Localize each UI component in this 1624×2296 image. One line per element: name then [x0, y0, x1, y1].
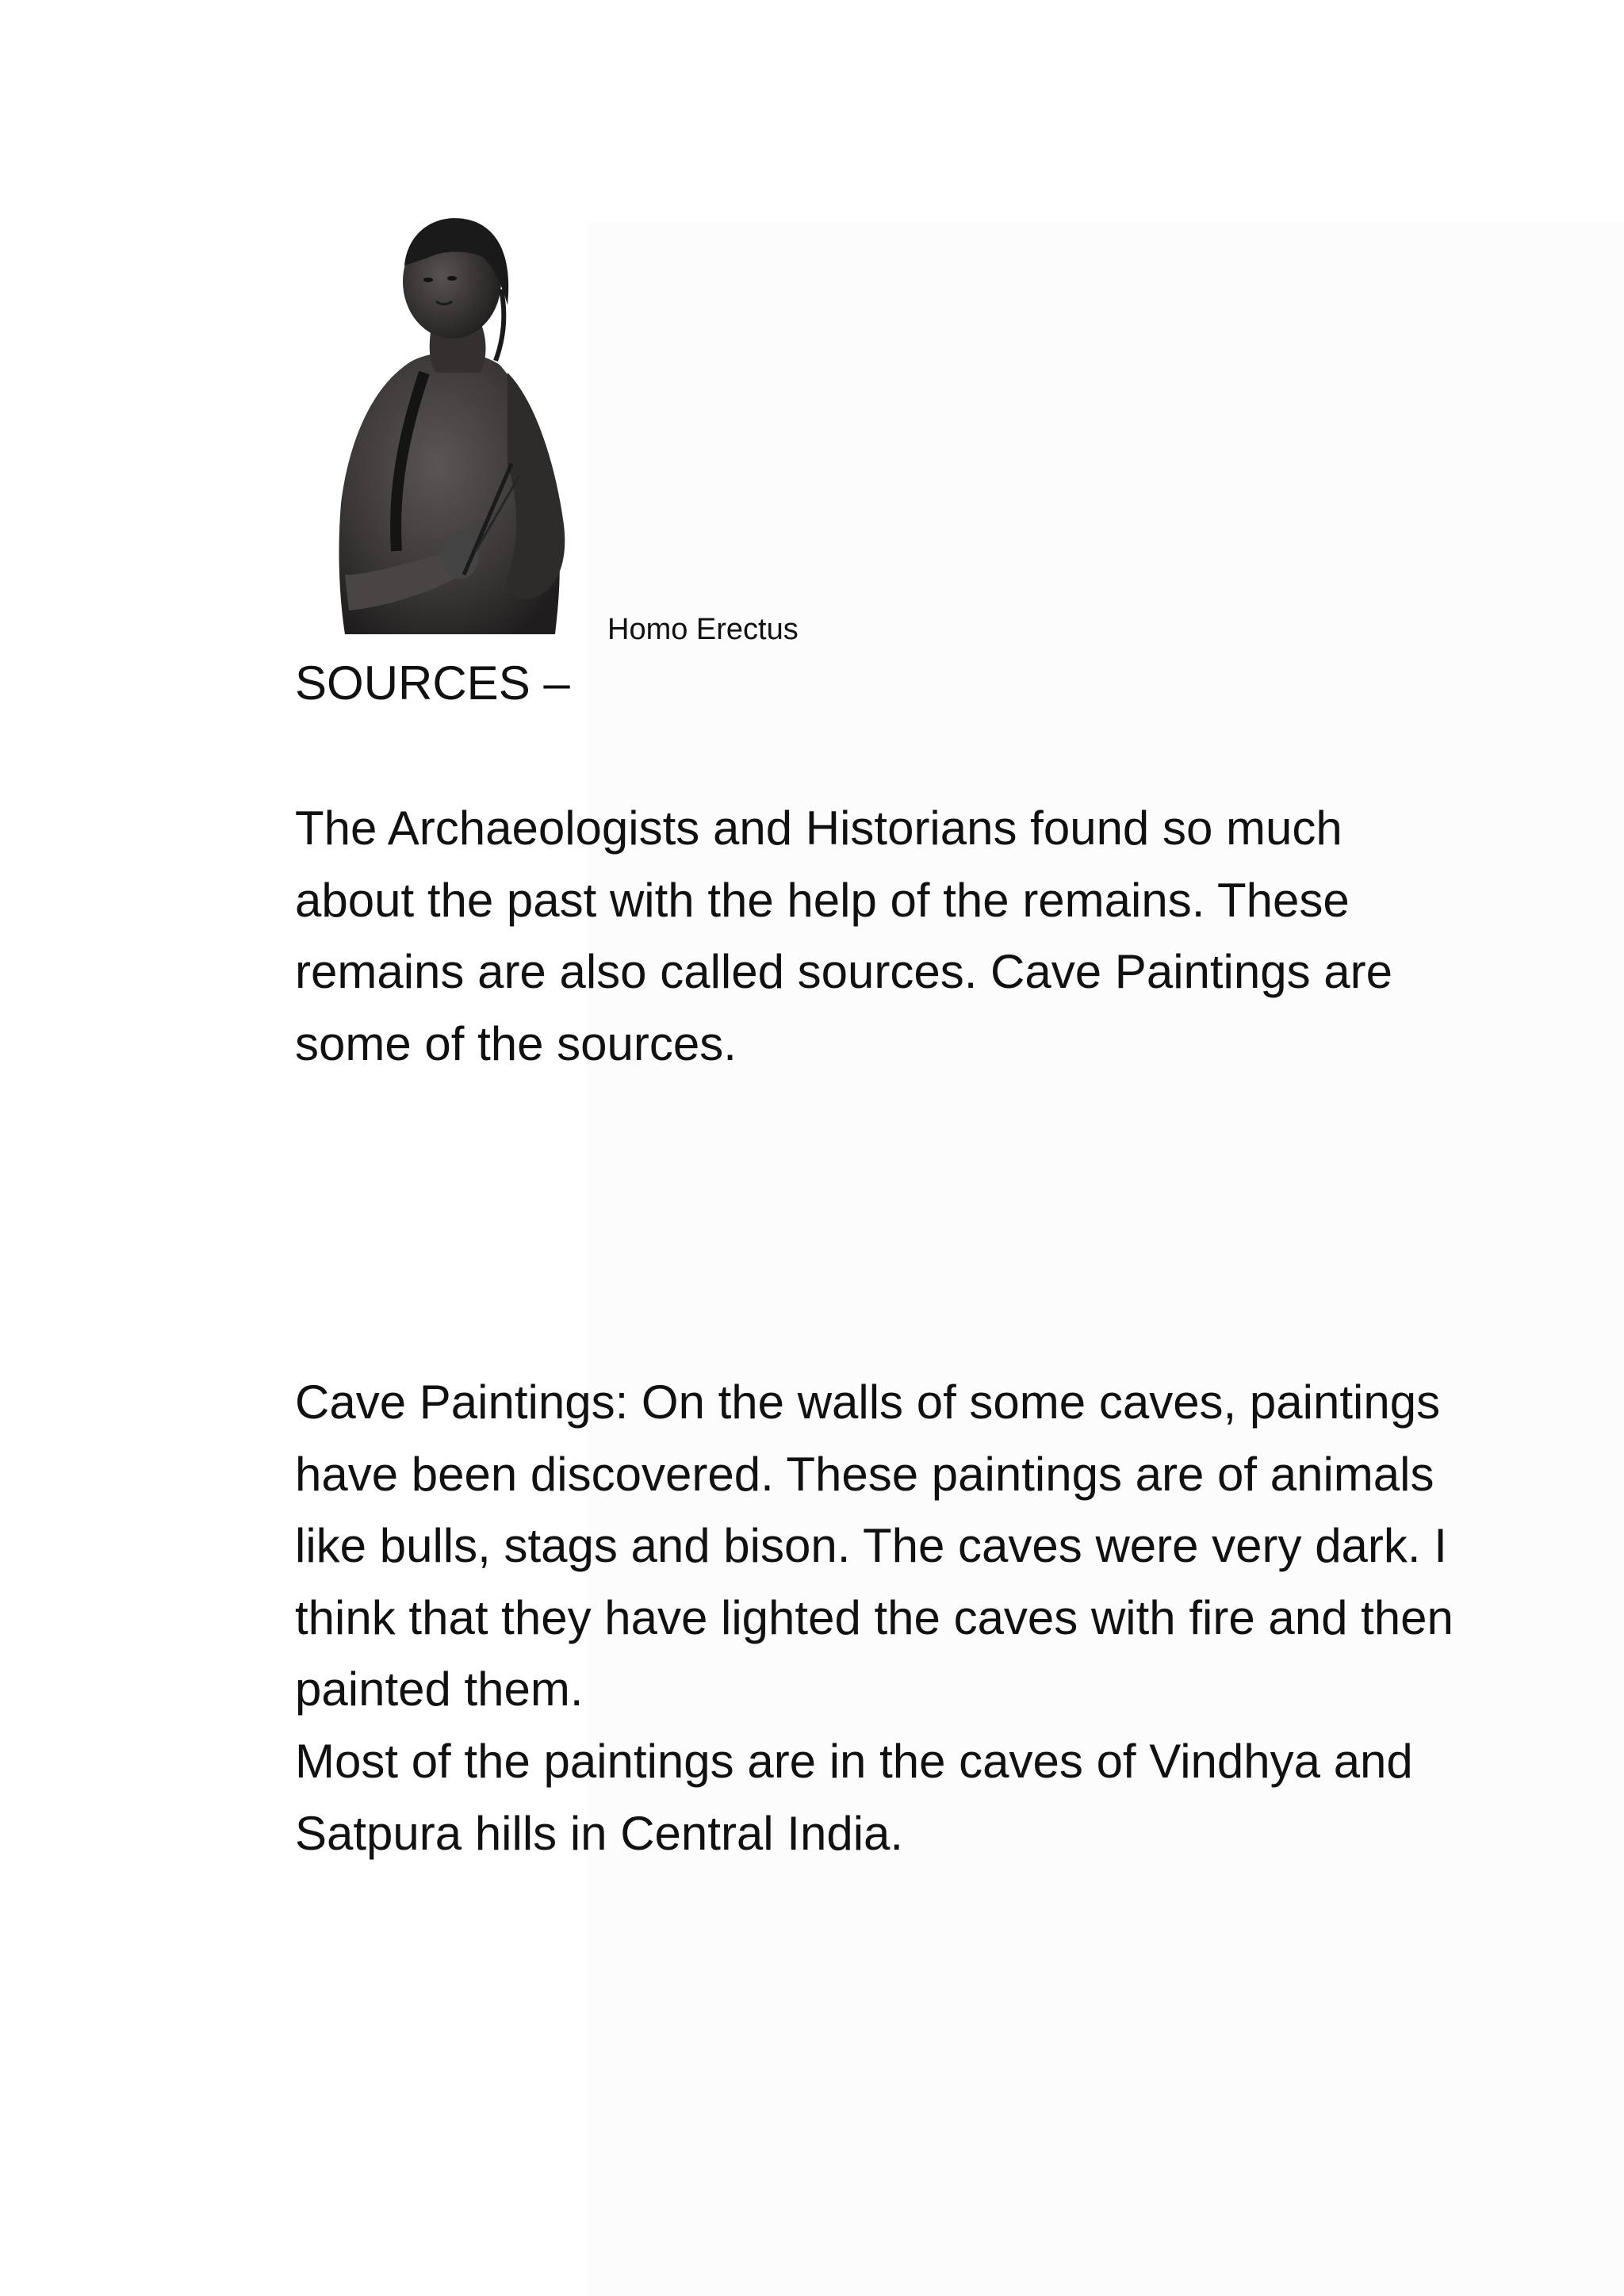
homo-erectus-illustration [317, 202, 603, 638]
section-heading: SOURCES – [295, 656, 570, 710]
homo-erectus-figure [317, 202, 603, 638]
paragraph-vindhya-satpura: Most of the paintings are in the caves of Vindhya and Satpura hills in Central India. [295, 1735, 1413, 1860]
paragraph-cave-paintings: Cave Paintings: On the walls of some caves, paintings have been discovered. These paintings are of animals like bulls, stags and bison. The caves were very dark. I think that they have lighted the caves with fire and then painted them. [295, 1376, 1454, 1716]
page-background [587, 222, 1624, 2296]
paragraph-sources: The Archaeologists and Historians found so much about the past with the help of the remains. These remains are also called sources. Cave Paintings are some of the sources. [295, 802, 1393, 1070]
figure-caption: Homo Erectus [607, 613, 799, 646]
